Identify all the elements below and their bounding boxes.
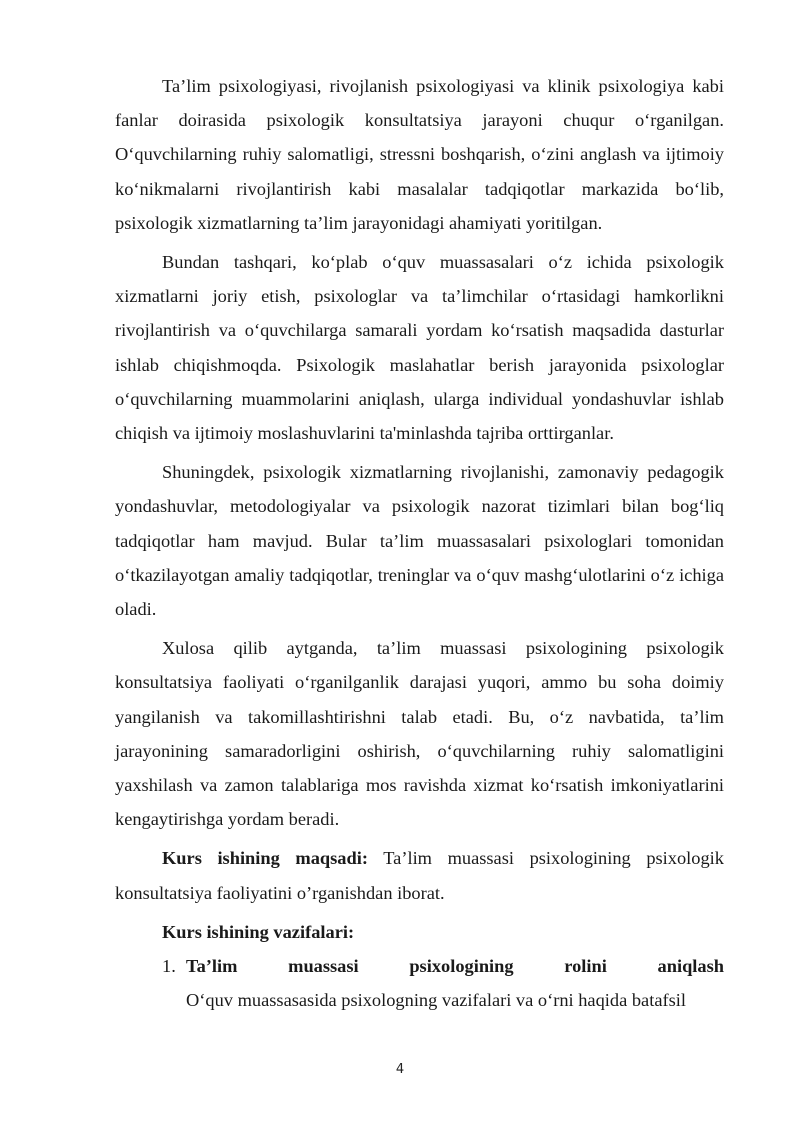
task-number: 1. xyxy=(162,956,176,977)
document-page xyxy=(115,69,724,1017)
course-goal-paragraph xyxy=(115,841,724,909)
paragraph: Xulosa qilib aytganda, ta’lim muassasi psixologining psixologik konsultatsiya faoliyati o‘rganilganlik darajasi yuqori, ammo bu soha doimiy yangilanish va takomillashtirishni talab etadi. Bu, o‘z navbatida, ta’lim jarayonining samaradorligini oshirish, o‘quvchilarning ruhiy salomatligini yaxshilash va zamon talablariga mos ravishda xizmat ko‘rsatish imkoniyatlarini kengaytirishga yordam beradi. xyxy=(115,638,724,830)
task-list-item xyxy=(115,949,724,1017)
paragraph: Bundan tashqari, ko‘plab o‘quv muassasalari o‘z ichida psixologik xizmatlarni joriy etish, psixologlar va ta’limchilar o‘rtasidagi hamkorlikni rivojlantirish va o‘quvchilarga samarali yordam ko‘rsatish maqsadida dasturlar ishlab chiqishmoqda. Psixologik maslahatlar berish jarayonida psixologlar o‘quvchilarning muammolarini aniqlash, ularga individual yondashuvlar ishlab chiqish va ijtimoiy moslashuvlarini ta'minlashda tajriba orttirganlar. xyxy=(115,252,724,444)
paragraph: Shuningdek, psixologik xizmatlarning rivojlanishi, zamonaviy pedagogik yondashuvlar, metodologiyalar va psixologik nazorat tizimlari bilan bog‘liq tadqiqotlar ham mavjud. Bular ta’lim muassasalari psixologlari tomonidan o‘tkazilayotgan amaliy tadqiqotlar, treninglar va o‘quv mashg‘ulotlarini o‘z ichiga oladi. xyxy=(115,462,724,620)
paragraph: Ta’lim psixologiyasi, rivojlanish psixologiyasi va klinik psixologiya kabi fanlar doirasida psixologik konsultatsiya jarayoni chuqur o‘rganilgan. O‘quvchilarning ruhiy salomatligi, stressni boshqarish, o‘zini anglash va ijtimoiy ko‘nikmalarni rivojlantirish kabi masalalar tadqiqotlar markazida bo‘lib, psixologik xizmatlarning ta’lim jarayonidagi ahamiyati yoritilgan. xyxy=(115,76,724,233)
course-tasks-heading: Kurs ishining vazifalari: xyxy=(162,921,355,942)
course-goal-label: Kurs ishining maqsadi: xyxy=(162,848,368,869)
course-goal-text: Ta’lim muassasi psixologining psixologik konsultatsiya faoliyatini o’rganishdan iborat. xyxy=(115,848,724,903)
task-title: Ta’lim muassasi psixologining rolini aniqlash xyxy=(186,956,724,977)
task-text: O‘quv muassasasida psixologning vazifalari va o‘rni haqida batafsil xyxy=(186,990,686,1011)
page-number: 4 xyxy=(395,1062,405,1077)
